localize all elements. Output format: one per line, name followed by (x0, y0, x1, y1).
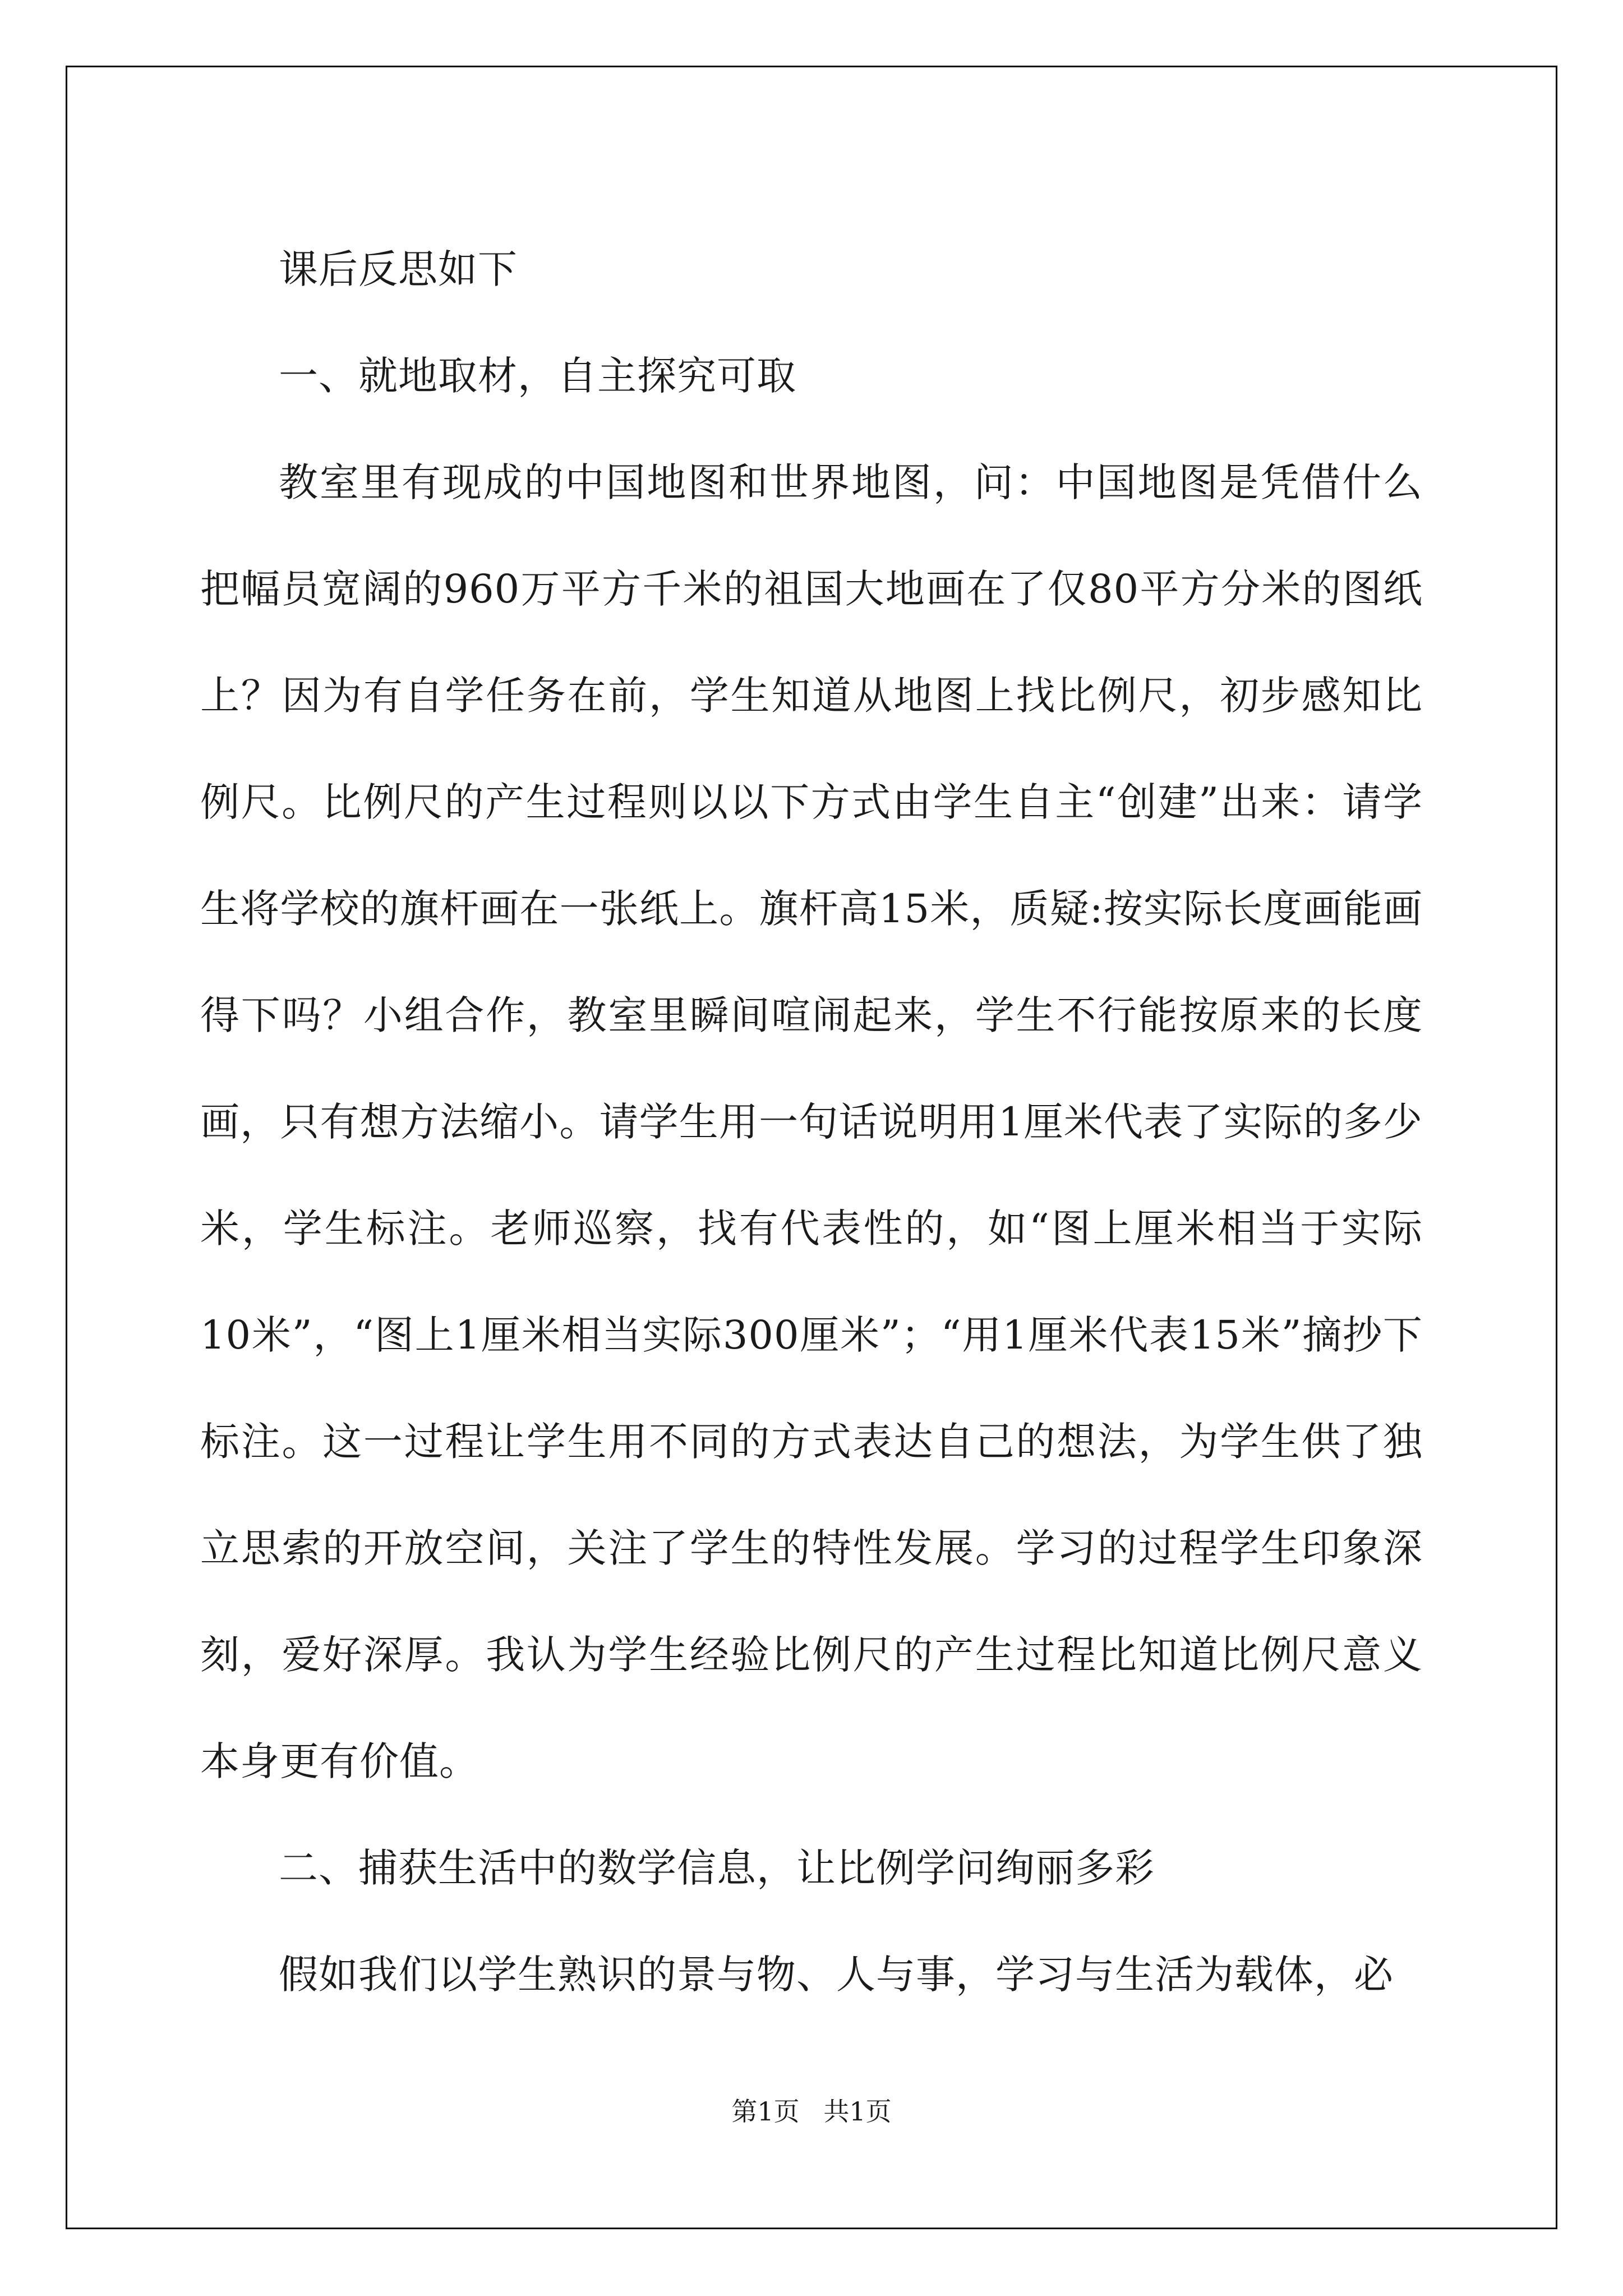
page-footer (0, 2091, 1623, 2128)
page-total: 共1页 (823, 2096, 892, 2127)
document-body (200, 216, 1423, 2028)
page-number: 第1页 (731, 2096, 800, 2127)
section-1-heading: 一、就地取材，自主探究可取 (279, 353, 796, 399)
section-1-paragraph: 教室里有现成的中国地图和世界地图，问：中国地图是凭借什么把幅员宽阔的960万平方千米的祖国大地画在了仅80平方分米的图纸上？因为有自学任务在前，学生知道从地图上找比例尺，初步感知比例尺。比例尺的产生过程则以以下方式由学生自主“创建”出来：请学生将学校的旗杆画在一张纸上。旗杆高15米，质疑:按实际长度画能画得下吗？小组合作，教室里瞬间喧闹起来，学生不行能按原来的长度画，只有想方法缩小。请学生用一句话说明用1厘米代表了实际的多少米，学生标注。老师巡察，找有代表性的，如“图上厘米相当于实际10米”，“图上1厘米相当实际300厘米”；“用1厘米代表15米”摘抄下标注。这一过程让学生用不同的方式表达自己的想法，为学生供了独立思索的开放空间，关注了学生的特性发展。学习的过程学生印象深刻，爱好深厚。我认为学生经验比例尺的产生过程比知道比例尺意义本身更有价值。 (200, 459, 1423, 1784)
intro-line: 课后反思如下 (279, 246, 518, 292)
section-2-heading: 二、捕获生活中的数学信息，让比例学问绚丽多彩 (279, 1845, 1155, 1891)
section-2-paragraph: 假如我们以学生熟识的景与物、人与事，学习与生活为载体，必 (279, 1952, 1394, 1998)
